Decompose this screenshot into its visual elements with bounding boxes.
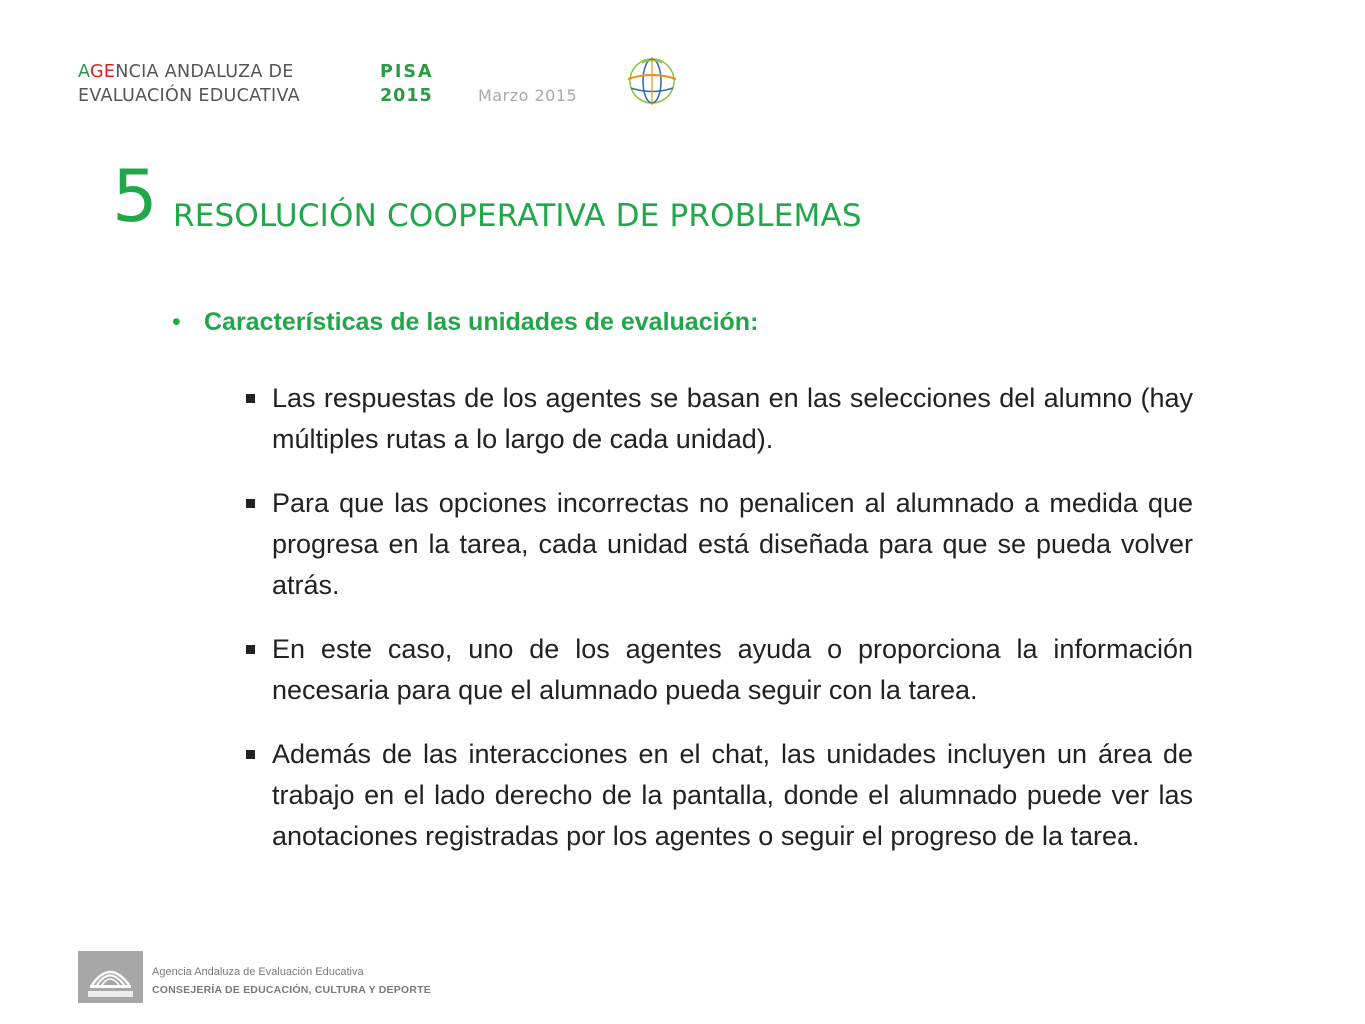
section-title: RESOLUCIÓN COOPERATIVA DE PROBLEMAS	[173, 198, 862, 234]
heading-bullet: •	[172, 308, 181, 336]
square-bullet-icon	[246, 394, 255, 403]
header-date: Marzo 2015	[478, 86, 578, 105]
footer-department: CONSEJERÍA DE EDUCACIÓN, CULTURA Y DEPORTE	[152, 984, 431, 996]
junta-de-andalucia-logo-icon	[78, 951, 143, 1003]
square-bullet-icon	[246, 750, 255, 759]
list-item: En este caso, uno de los agentes ayuda o proporciona la información necesaria para que el alumnado pueda seguir con la tarea.	[243, 629, 1193, 711]
pisa-label: PISA 2015	[380, 62, 434, 106]
footer-agency-name: Agencia Andaluza de Evaluación Educativa	[152, 966, 364, 978]
agency-line-2: EVALUACIÓN EDUCATIVA	[78, 86, 300, 106]
list-item: Para que las opciones incorrectas no penalicen al alumnado a medida que progresa en la tarea, cada unidad está diseñada para que se pueda volver atrás.	[243, 483, 1193, 606]
list-item: Las respuestas de los agentes se basan en las selecciones del alumno (hay múltiples rutas a lo largo de cada unidad).	[243, 378, 1193, 460]
square-bullet-icon	[246, 645, 255, 654]
pisa-globe-icon	[625, 55, 679, 107]
agency-line-1: AGENCIA ANDALUZA DE	[78, 62, 294, 82]
square-bullet-icon	[246, 499, 255, 508]
heading-text: Características de las unidades de evaluación:	[204, 308, 759, 336]
characteristics-list	[243, 378, 1193, 880]
pisa-year: 2015	[380, 86, 433, 106]
agency-name	[78, 60, 300, 108]
characteristics-heading	[172, 308, 758, 337]
section-number: 5	[112, 154, 158, 238]
list-item: Además de las interacciones en el chat, las unidades incluyen un área de trabajo en el lado derecho de la pantalla, donde el alumnado puede ver las anotaciones registradas por los agentes o seguir el progreso de la tarea.	[243, 734, 1193, 857]
